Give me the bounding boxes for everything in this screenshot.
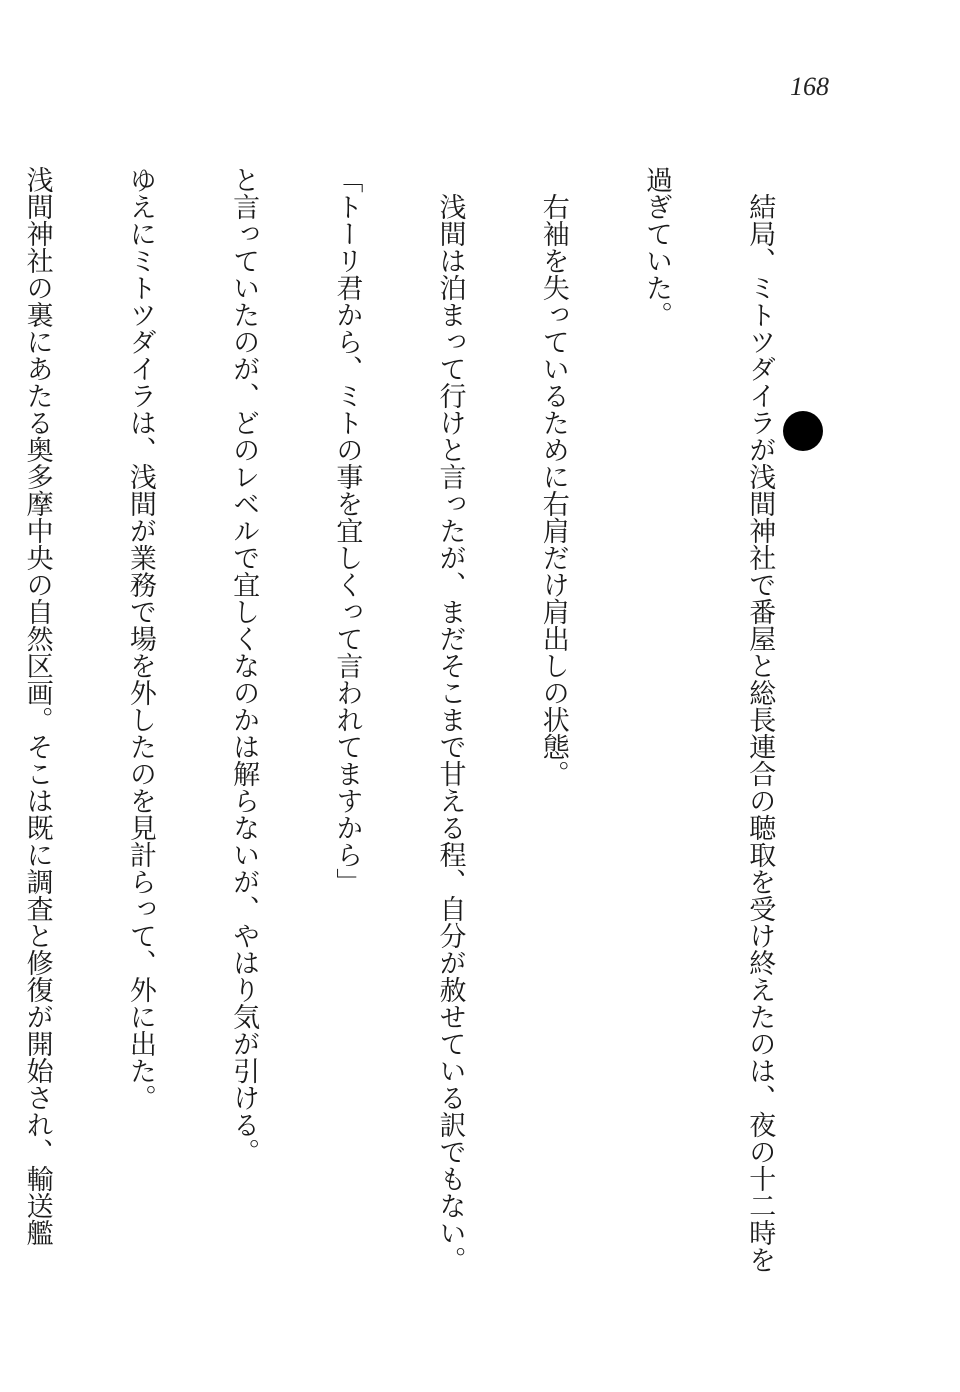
text-line: 「トーリ君から、ミトの事を宜しくって言われてますから」 [331, 166, 363, 895]
text-line: 浅間は泊まって行けと言ったが、まだそこまで甘える程、自分が赦せている訳でもない。 [434, 193, 466, 1273]
text-line: と言っていたのが、どのレベルで宜しくなのかは解らないが、やはり気が引ける。 [228, 166, 260, 1165]
text-line: 過ぎていた。 [640, 166, 672, 328]
text-line: 右袖を失っているために右肩だけ肩出しの状態。 [537, 193, 569, 787]
text-line: 浅間神社の裏にあたる奥多摩中央の自然区画。そこは既に調査と修復が開始され、輸送艦 [21, 166, 53, 1246]
body-text [21, 166, 845, 1336]
text-line: ゆえにミトツダイラは、浅間が業務で場を外したのを見計らって、外に出た。 [124, 166, 156, 1111]
text-line: 結局、ミトツダイラが浅間神社で番屋と総長連合の聴取を受け終えたのは、夜の十二時を [744, 193, 776, 1273]
page-number: 168 [790, 72, 829, 101]
